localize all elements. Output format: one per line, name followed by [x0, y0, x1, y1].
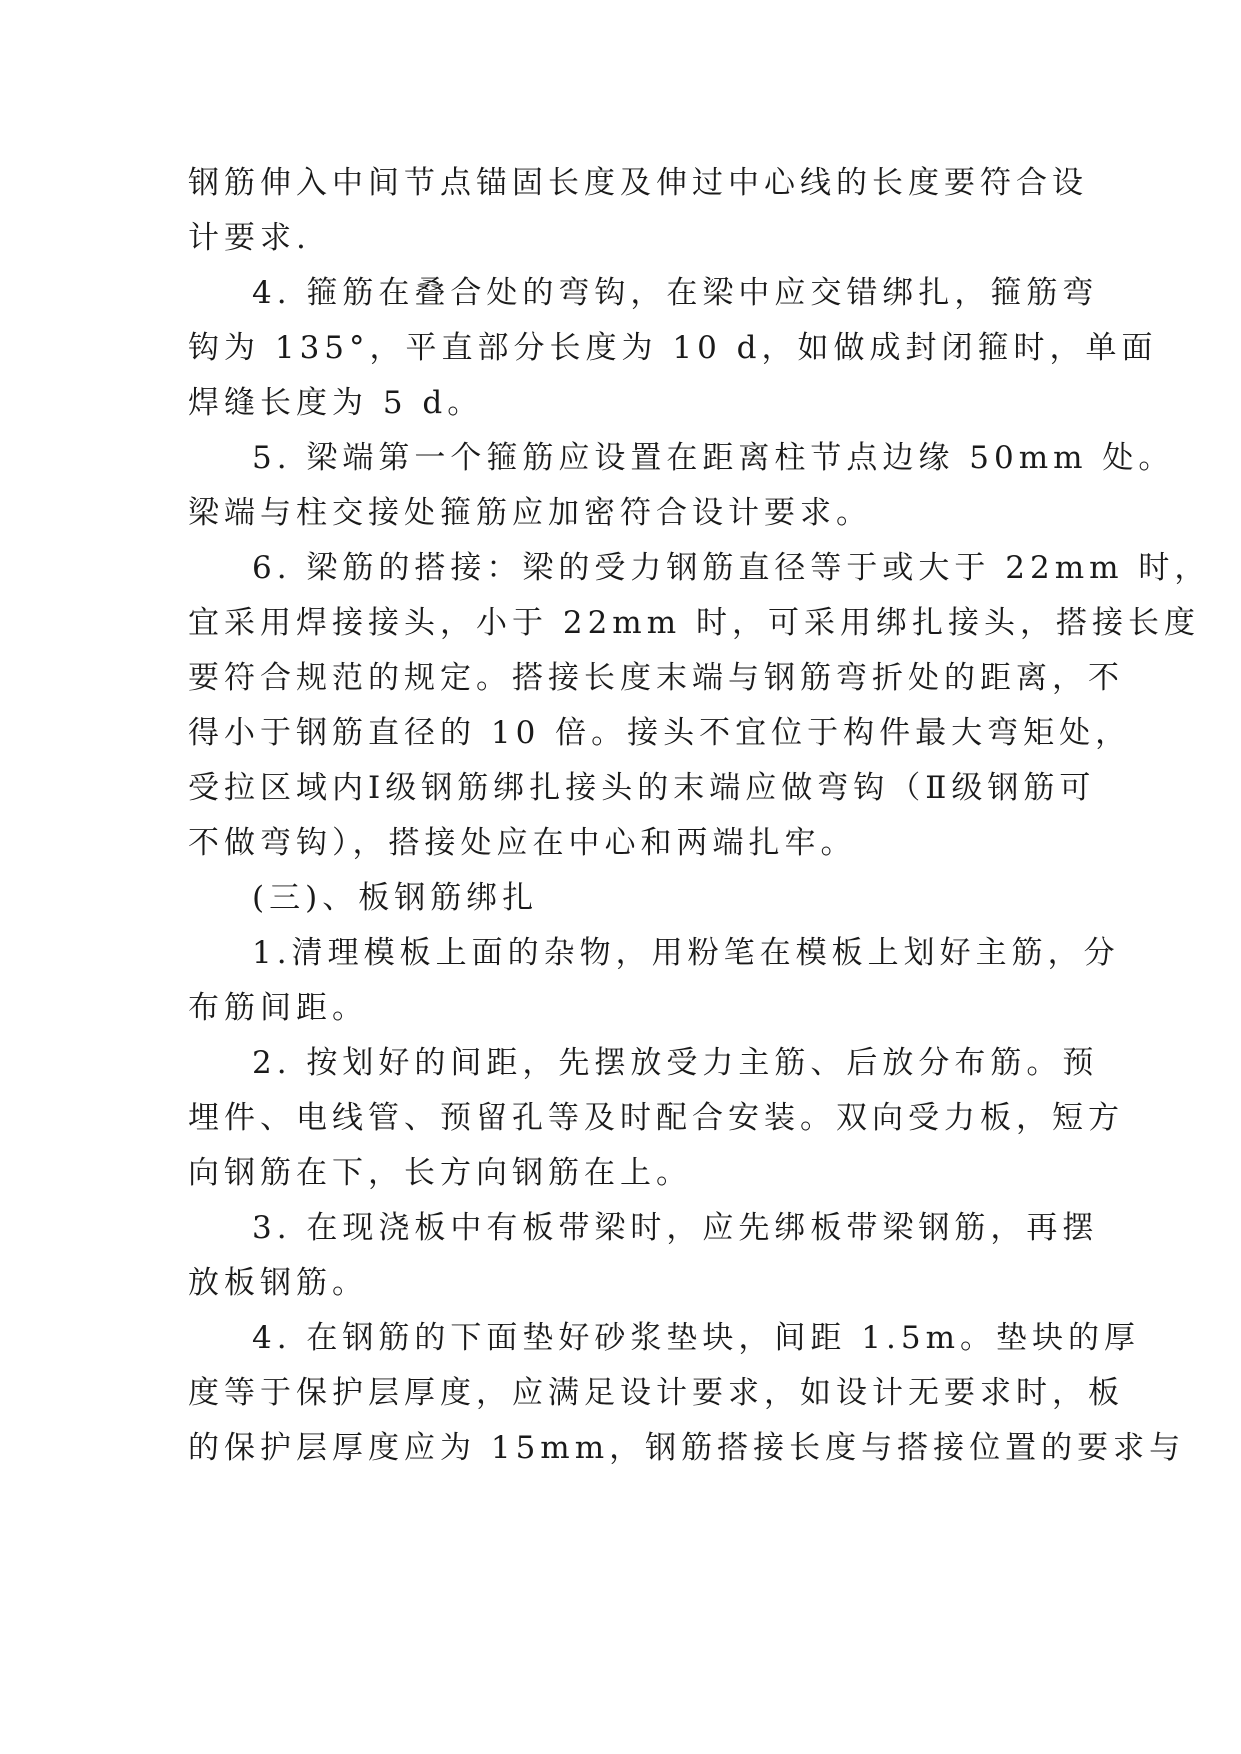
- text-line: 钩为 135°，平直部分长度为 10 d，如做成封闭箍时，单面: [188, 330, 1158, 366]
- text-line: 焊缝长度为 5 d。: [188, 385, 484, 421]
- text-line: 3. 在现浇板中有板带梁时，应先绑板带梁钢筋，再摆: [252, 1210, 1099, 1246]
- text-line: 2. 按划好的间距，先摆放受力主筋、后放分布筋。预: [252, 1045, 1099, 1081]
- text-line: 得小于钢筋直径的 10 倍。接头不宜位于构件最大弯矩处，: [188, 715, 1132, 751]
- text-line: 布筋间距。: [188, 990, 368, 1026]
- text-line: 度等于保护层厚度，应满足设计要求，如设计无要求时，板: [188, 1375, 1124, 1411]
- text-line: 向钢筋在下，长方向钢筋在上。: [188, 1155, 692, 1191]
- text-line: 钢筋伸入中间节点锚固长度及伸过中心线的长度要符合设: [188, 165, 1088, 201]
- text-line: 计要求.: [188, 220, 311, 256]
- text-line: 6. 梁筋的搭接：梁的受力钢筋直径等于或大于 22mm 时，: [252, 550, 1211, 586]
- text-line: 4. 在钢筋的下面垫好砂浆垫块，间距 1.5m。垫块的厚: [252, 1320, 1140, 1356]
- text-line: 埋件、电线管、预留孔等及时配合安装。双向受力板，短方: [188, 1100, 1124, 1136]
- text-line: 受拉区域内Ⅰ级钢筋绑扎接头的末端应做弯钩（Ⅱ级钢筋可: [188, 770, 1096, 806]
- text-line: 4. 箍筋在叠合处的弯钩，在梁中应交错绑扎，箍筋弯: [252, 275, 1099, 311]
- text-line: 不做弯钩），搭接处应在中心和两端扎牢。: [188, 825, 857, 861]
- text-line: 的保护层厚度应为 15mm，钢筋搭接长度与搭接位置的要求与: [188, 1430, 1186, 1466]
- text-line: 宜采用焊接接头，小于 22mm 时，可采用绑扎接头，搭接长度: [188, 605, 1200, 641]
- section-heading: (三)、板钢筋绑扎: [252, 880, 539, 916]
- text-line: 梁端与柱交接处箍筋应加密符合设计要求。: [188, 495, 872, 531]
- text-line: 5. 梁端第一个箍筋应设置在距离柱节点边缘 50mm 处。: [252, 440, 1175, 476]
- text-line: 1.清理模板上面的杂物，用粉笔在模板上划好主筋，分: [252, 935, 1120, 971]
- text-line: 要符合规范的规定。搭接长度末端与钢筋弯折处的距离，不: [188, 660, 1124, 696]
- text-line: 放板钢筋。: [188, 1265, 368, 1301]
